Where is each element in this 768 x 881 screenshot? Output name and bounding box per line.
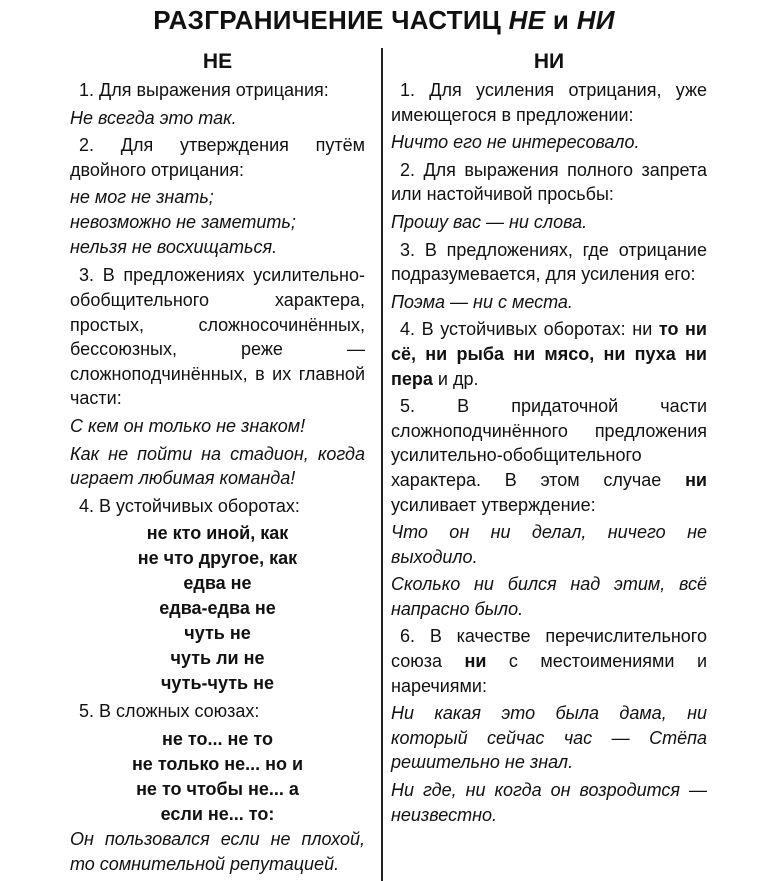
rule-ni-4-phrases: то ни сё, ни рыба ни мясо, ни пуха ни пера [391,319,707,389]
rule-ni-3: 3. В предложениях, где отрицание подразумевается, для усиления его: [391,239,707,285]
phrase-ne-5a: не то... не то [162,728,273,749]
rule-ni-2: 2. Для выражения полного запрета или настойчивой просьбы: [391,159,707,205]
rule-ni-1: 1. Для усиления отрицания, уже имеющегося в предложении: [391,80,707,125]
example-ni-6b: Ни где, ни когда он возродится — неизвестно. [391,780,707,825]
example-ne-3b: Как не пойти на стадион, когда играет любимая команда! [70,443,365,489]
rule-ni-6-particle: ни [464,651,487,672]
example-ni-5b: Сколько ни бился над этим, всё напрасно было. [391,574,707,619]
example-ne-5: Он пользовался если не плохой, то сомнительной репутацией. [70,828,365,874]
rule-ni-4-tail: и др. [432,368,479,389]
phrase-ne-4g: чуть-чуть не [160,673,274,694]
phrase-ne-5c: не то чтобы не... а [136,778,299,799]
phrase-ne-4f: чуть ли не [170,648,265,669]
rule-ne-1: 1. Для выражения отрицания: [79,80,329,100]
phrase-ne-4c: едва не [183,573,252,594]
rule-ni-6 [391,624,707,701]
example-ni-3: Поэма — ни с места. [391,291,573,312]
phrase-ne-4d: едва-едва не [159,598,276,619]
title-ni: НИ [576,5,615,35]
rule-ne-2: 2. Для утверждения путём двойного отрицания: [70,135,365,180]
rule-ni-6-tail: с местоимениями и наречиями: [391,651,708,696]
column-ni [391,48,707,830]
rule-ne-4: 4. В устойчивых оборотах: [79,495,300,516]
example-ne-2a: не мог не знать; [70,187,214,208]
rule-ni-5-tail: усиливает утверждение: [391,494,596,515]
column-divider [381,48,383,881]
column-heading-ni: НИ [533,50,565,73]
rule-ni-5 [391,394,707,520]
page-title [0,4,768,36]
example-ne-2c: нельзя не восхищаться. [70,237,278,258]
example-ne-2b: невозможно не заметить; [70,212,296,233]
example-ne-1: Не всегда это так. [70,107,237,128]
example-ni-5a: Что он ни делал, ничего не выходило. [391,522,707,567]
title-ne: НЕ [508,5,546,35]
rule-ni-5-text: 5. В придаточной части сложноподчинённого предложения усилительно-обобщительного характера. В этом случае [391,396,707,490]
phrase-ne-4a: не кто иной, как [146,523,289,544]
rule-ni-6-text: 6. В качестве перечислительного союза [391,626,707,672]
example-ni-2: Прошу вас — ни слова. [391,211,588,232]
title-and: и [545,5,577,35]
example-ne-3a: С кем он только не знаком! [70,415,306,436]
column-heading-ne: НЕ [202,50,233,73]
phrase-ne-4e: чуть не [184,623,251,644]
rule-ni-4-text: 4. В устойчивых оборотах: ни [400,319,659,340]
title-prefix: РАЗГРАНИЧЕНИЕ ЧАСТИЦ [153,5,509,35]
phrase-ne-5b: не только не... но и [131,753,304,774]
column-ne [70,48,365,879]
rule-ni-4 [391,317,707,394]
phrase-ne-4b: не что другое, как [137,548,298,569]
phrase-ne-5d: если не... то: [160,803,275,824]
example-ni-6a: Ни какая это была дама, ни который сейчас час — Стёпа решительно не знал. [391,703,707,773]
rule-ni-5-particle: ни [685,469,707,490]
rule-ne-5: 5. В сложных союзах: [79,701,260,722]
rule-ne-3: 3. В предложениях усилительно-обобщительного характера, простых, сложносочинённых, бессоюзных, реже — сложноподчинённых, в их главной части: [70,265,365,409]
example-ni-1: Ничто его не интересовало. [391,132,640,153]
